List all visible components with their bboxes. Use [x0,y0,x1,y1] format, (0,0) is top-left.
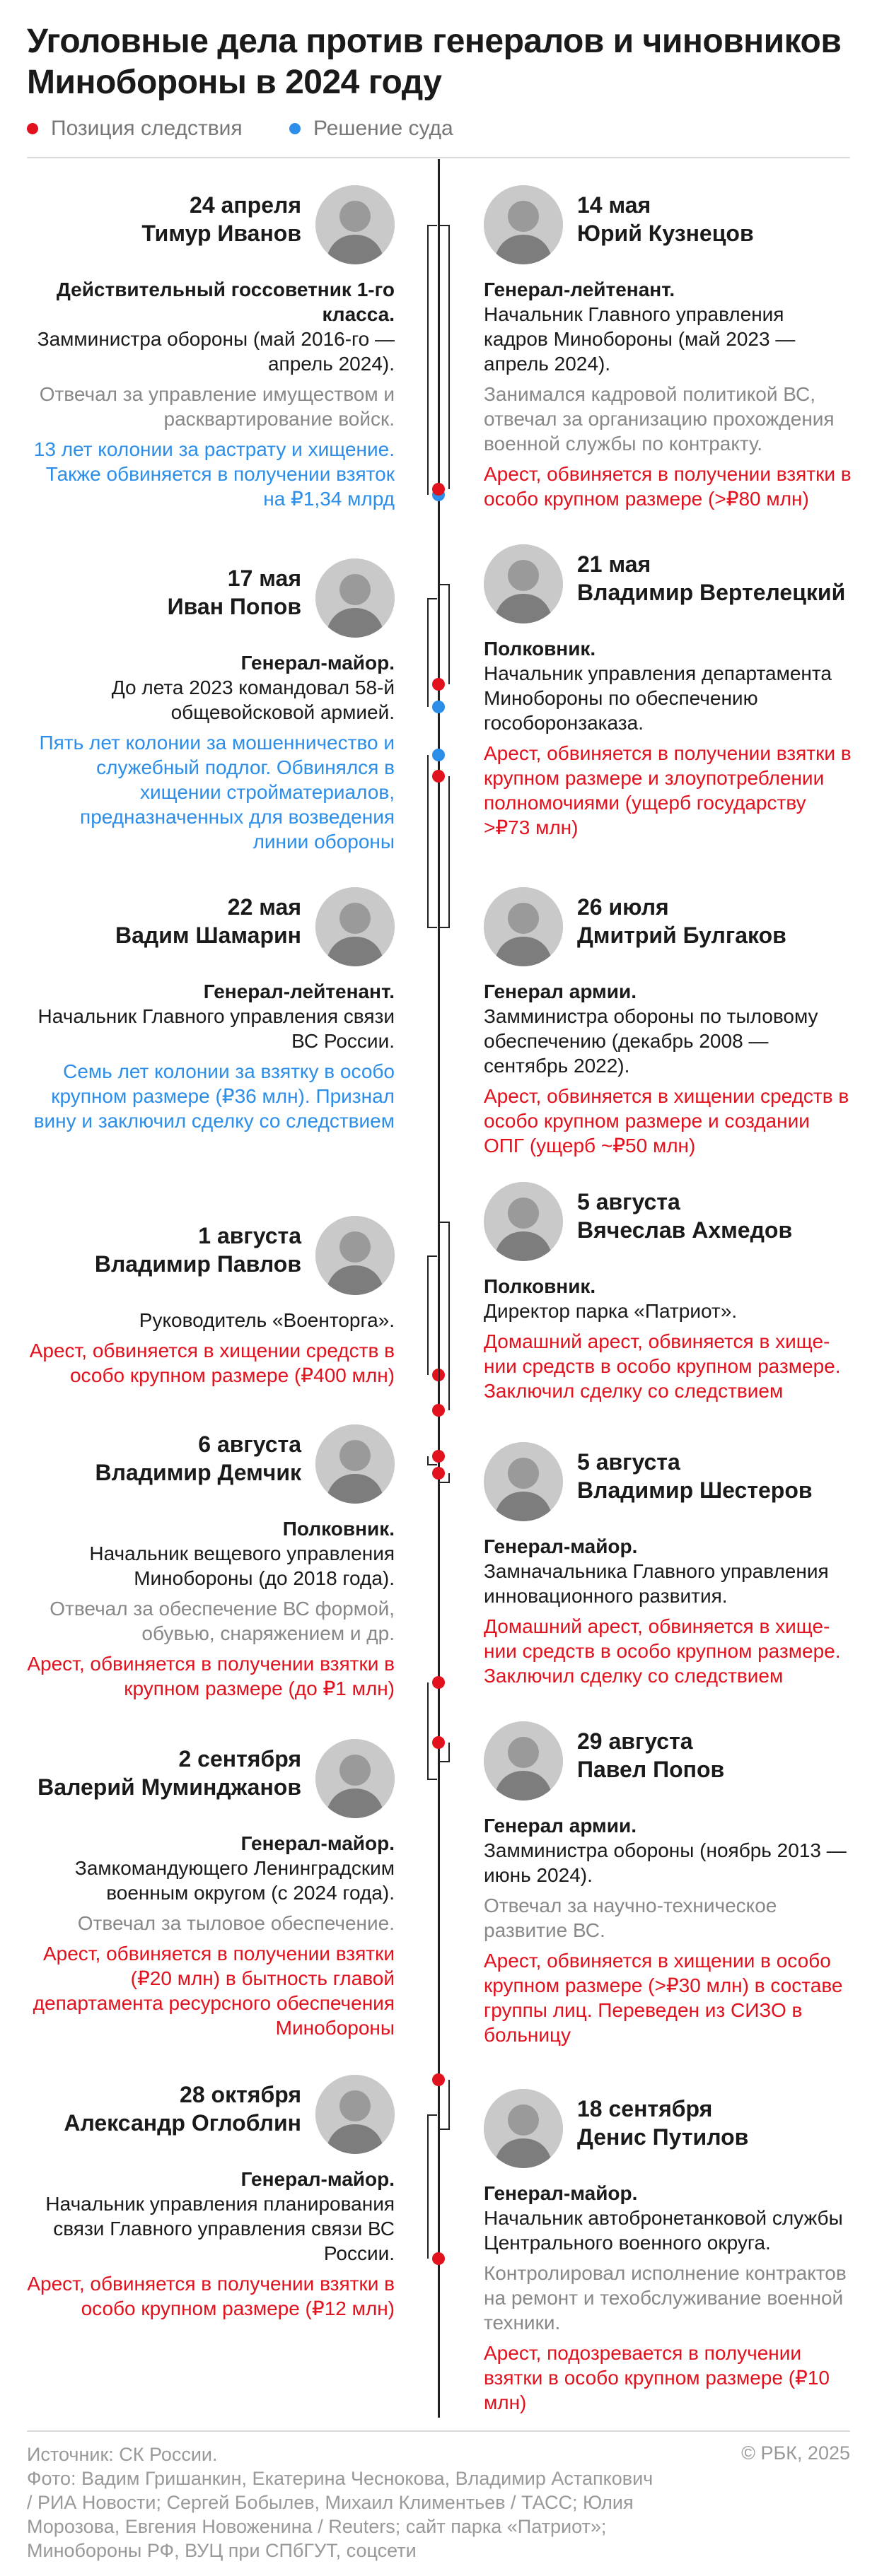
page-title: Уголовные дела против генералов и чиновников Минобороны в 2024 году [27,23,842,101]
timeline-branch [427,225,437,226]
entry-status: Арест, обвиняется в хищении средств в особо крупном размере и создании ОПГ (ущерб ~₽50 млн) [484,1085,849,1157]
entry-date: 22 мая [227,894,301,920]
timeline-branch [427,2114,437,2116]
timeline-entry [484,1721,852,2047]
entry-header [484,544,852,636]
portrait-icon [484,1182,563,1261]
entry-position: Замкомандующего Ленинградским военным округом (с 2024 года). [74,1857,395,1904]
timeline-connector [400,225,437,495]
entry-header [27,1216,395,1308]
timeline-connector [400,1255,437,1375]
portrait-icon [315,1424,395,1504]
timeline-branch [427,1464,437,1465]
entry-header [27,2075,395,2167]
entry-date: 18 сентября [577,2096,713,2121]
portrait-icon [484,2089,563,2168]
entry-name: Денис Путилов [577,2124,749,2150]
entry-name: Александр Оглоблин [64,2110,301,2136]
entry-status: Арест, обвиняется в хищении средств в особо крупном размере (₽400 млн) [29,1340,395,1386]
portrait-icon [315,2075,395,2154]
timeline-branch [427,927,437,928]
timeline-entry [27,887,395,1133]
entry-rank: Генерал армии. [484,980,637,1002]
entry-date: 5 августа [577,1449,680,1475]
portrait-icon [484,544,563,623]
entry-position: Начальник управления департамента Минобороны по обеспечению гособоронзаказа. [484,662,832,734]
timeline-connector [438,584,482,684]
entry-date: 2 сентября [178,1746,301,1772]
timeline-branch [427,1779,437,1780]
status-marker [432,749,445,761]
entry-status: Арест, обвиняется в получении взятки (₽20 млн) в бытность главой департамента ресурсного обеспечения Минобороны [33,1943,395,2039]
entry-name: Юрий Кузнецов [577,221,754,246]
entry-position: Начальник вещевого управления Минобороны (до 2018 года). [89,1542,395,1589]
entry-position: Начальник Главного управления связи ВС России. [37,1005,395,1052]
entry-position: Замминистра обороны (май 2016-го — апрель 2024). [37,328,395,375]
entry-rank: Генерал-майор. [484,1535,638,1557]
entry-header [27,887,395,979]
timeline-entry [27,1424,395,1701]
timeline-connector [438,1222,482,1410]
entry-rank: Полковник. [484,1275,596,1297]
entry-rank: Полковник. [282,1518,395,1540]
entry-date: 6 августа [198,1432,301,1457]
entry-name: Валерий Муминджанов [37,1774,301,1800]
timeline-branch [448,776,450,927]
entry-status: Арест, обвиняется в хищении в особо крупном размере (>₽30 млн) в составе группы лиц. Переведен из СИЗО в больницу [484,1950,843,2046]
entry-date: 29 августа [577,1728,693,1754]
timeline-branch [427,2114,429,2259]
footer-photo: Фото: Вадим Гришанкин, Екатерина Чеснокова, Владимир Астапкович / РИА Новости; Сергей Бобылев, Михаил Климентьев / ТАСС; Юлия Морозова, Евгения Новоженина / Reuters; сайт парка «Патриот»; Минобороны РФ, ВУЦ при СПбГУТ, соцсети [27,2468,654,2561]
timeline-branch [440,1482,450,1483]
timeline-branch [427,598,429,707]
status-marker [432,2252,445,2265]
entry-rank: Действительный госсоветник 1-го класса. [56,279,395,325]
timeline-connector [438,1473,482,1482]
status-marker [432,701,445,713]
entry-name: Вячеслав Ахмедов [577,1217,793,1243]
timeline-entry [484,544,852,840]
entry-name: Дмитрий Булгаков [577,923,786,948]
entry-header [484,887,852,979]
entry-status: Семь лет колонии за взятку в особо крупном размере (₽36 млн). Признал вину и заключил сделку со следствием [33,1060,395,1132]
entry-date: 1 августа [198,1223,301,1248]
timeline-branch [427,225,429,495]
red-dot-icon [27,123,38,134]
timeline-entry [484,1442,852,1688]
portrait-icon [315,1739,395,1818]
timeline-branch [440,1761,450,1762]
timeline-entry [27,185,395,511]
entry-name: Владимир Вертелецкий [577,580,846,605]
entry-rank: Полковник. [484,638,596,660]
portrait-icon [315,1216,395,1295]
entry-note: Отвечал за тыловое обеспечение. [77,1912,395,1934]
timeline-entry [484,887,852,1158]
timeline-branch [448,584,450,684]
timeline-connector [438,225,482,489]
entry-header [484,1721,852,1813]
timeline-entry [484,2089,852,2415]
status-marker [432,1450,445,1463]
entry-date: 21 мая [577,551,651,577]
footer-credits [27,2442,663,2563]
entry-status: Арест, обвиняется в получении взятки в крупном размере и злоупотреблении полномочиями (ущерб государству >₽73 млн) [484,742,852,838]
timeline-branch [427,1255,429,1375]
entry-status: Домашний арест, обвиняется в хище-нии средств в особо крупном размере. Заключил сделку со следствием [484,1330,841,1402]
portrait-icon [315,558,395,638]
copyright: © РБК, 2025 [741,2442,850,2464]
entry-note: Контролировал исполнение контрактов на ремонт и техобслуживание военной техники. [484,2262,847,2334]
portrait-icon [484,1442,563,1521]
timeline-branch [440,927,450,928]
entry-date: 17 мая [227,566,301,591]
entry-status: Домашний арест, обвиняется в хище-нии средств в особо крупном размере. Заключил сделку со следствием [484,1615,841,1687]
entry-position: Замначальника Главного управления инновационного развития. [484,1560,829,1607]
entry-rank: Генерал-майор. [240,652,395,674]
status-marker [432,1467,445,1480]
timeline-connector [400,598,437,707]
entry-rank: Генерал армии. [484,1815,637,1837]
portrait-icon [484,1721,563,1801]
entry-name: Владимир Шестеров [577,1477,813,1503]
entry-name: Павел Попов [577,1757,725,1782]
status-marker [432,483,445,496]
entry-rank: Генерал-лейтенант. [484,279,675,300]
entry-date: 28 октября [180,2082,301,2107]
entry-header [27,558,395,650]
blue-dot-icon [289,123,301,134]
portrait-icon [315,887,395,966]
entry-header [484,1182,852,1274]
timeline-branch [427,1682,429,1779]
entry-position: Начальник управления планирования связи Главного управления связи ВС России. [45,2193,395,2264]
entry-rank: Генерал-майор. [240,1832,395,1854]
timeline-connector [400,1682,437,1779]
timeline-entry [27,1216,395,1388]
entry-date: 14 мая [577,192,651,218]
timeline-entry [27,558,395,854]
entry-note: Занимался кадровой политикой ВС, отвечал за организацию прохождения военной службы по контракту. [484,383,835,455]
portrait-icon [315,185,395,264]
entry-date: 26 июля [577,894,669,920]
timeline-connector [438,776,482,927]
timeline-branch [448,1743,450,1761]
timeline-branch [440,2129,450,2130]
status-marker [432,770,445,783]
entry-rank: Генерал-майор. [240,2168,395,2190]
entry-date: 24 апреля [190,192,301,218]
divider [27,157,850,158]
entry-date: 5 августа [577,1189,680,1214]
timeline-connector [438,2080,482,2129]
entry-rank: Генерал-лейтенант. [203,980,395,1002]
timeline-branch [448,225,450,489]
timeline-branch [427,598,437,599]
portrait-icon [484,887,563,966]
entry-position: Начальник автобронетанковой службы Центрального военного округа. [484,2207,843,2254]
entry-position: Замминистра обороны (ноябрь 2013 — июнь 2024). [484,1839,847,1886]
entry-name: Тимур Иванов [141,221,301,246]
timeline-connector [400,2114,437,2259]
timeline-entry [27,1739,395,2040]
status-marker [432,1676,445,1689]
entry-name: Владимир Павлов [94,1251,301,1277]
entry-position: Руководитель «Военторга». [139,1309,395,1331]
status-marker [432,1736,445,1749]
timeline-branch [427,755,429,927]
entry-header [484,1442,852,1534]
divider [27,2430,850,2432]
footer-source: Источник: СК России. [27,2444,218,2465]
legend [27,116,494,141]
entry-status: Арест, подозревается в получении взятки в особо крупном размере (₽10 млн) [484,2342,830,2413]
status-marker [432,678,445,691]
entry-header [27,1739,395,1831]
timeline-connector [400,755,437,927]
status-marker [432,1404,445,1417]
legend-investigation: Позиция следствия [27,117,243,141]
entry-position: Начальник Главного управления кадров Минобороны (май 2023 — апрель 2024). [484,303,796,375]
entry-header [484,185,852,277]
entry-note: Отвечал за управление имуществом и расквартирование войск. [39,383,395,430]
entry-note: Отвечал за научно-техническое развитие ВС. [484,1895,777,1941]
status-marker [432,2073,445,2086]
timeline-branch [427,1456,429,1464]
timeline-branch [427,1255,437,1257]
legend-court: Решение суда [289,117,453,141]
entry-name: Владимир Демчик [95,1460,301,1485]
entry-position: Директор парка «Патриот». [484,1300,738,1322]
entry-status: Арест, обвиняется в получении взятки в особо крупном размере (>₽80 млн) [484,463,852,510]
entry-rank: Генерал-майор. [484,2182,638,2204]
entry-note: Отвечал за обеспечение ВС формой, обувью, снаряжением и др. [50,1598,395,1644]
entry-position: До лета 2023 командовал 58-й общевойсковой армией. [111,677,395,723]
entry-status: Арест, обвиняется в получении взятки в особо крупном размере (₽12 млн) [27,2273,395,2319]
timeline-entry [484,185,852,511]
entry-status: Пять лет колонии за мошенничество и служебный подлог. Обвинялся в хищении стройматериалов, предназначенных для возведения линии обороны [39,732,395,853]
entry-status: Арест, обвиняется в получении взятки в крупном размере (до ₽1 млн) [27,1653,395,1699]
entry-name: Вадим Шамарин [115,923,301,948]
entry-position: Замминистра обороны по тыловому обеспечению (декабрь 2008 — сентябрь 2022). [484,1005,818,1077]
timeline-entry [484,1182,852,1403]
timeline-entry [27,2075,395,2321]
portrait-icon [484,185,563,264]
entry-header [27,185,395,277]
entry-header [484,2089,852,2181]
timeline-branch [448,1222,450,1410]
entry-header [27,1424,395,1516]
timeline-connector [438,1743,482,1761]
entry-name: Иван Попов [167,594,301,619]
timeline-branch [448,1473,450,1482]
timeline-branch [448,2080,450,2129]
entry-status: 13 лет колонии за растрату и хищение. Также обвиняется в получении взяток на ₽1,34 млрд [33,438,395,510]
